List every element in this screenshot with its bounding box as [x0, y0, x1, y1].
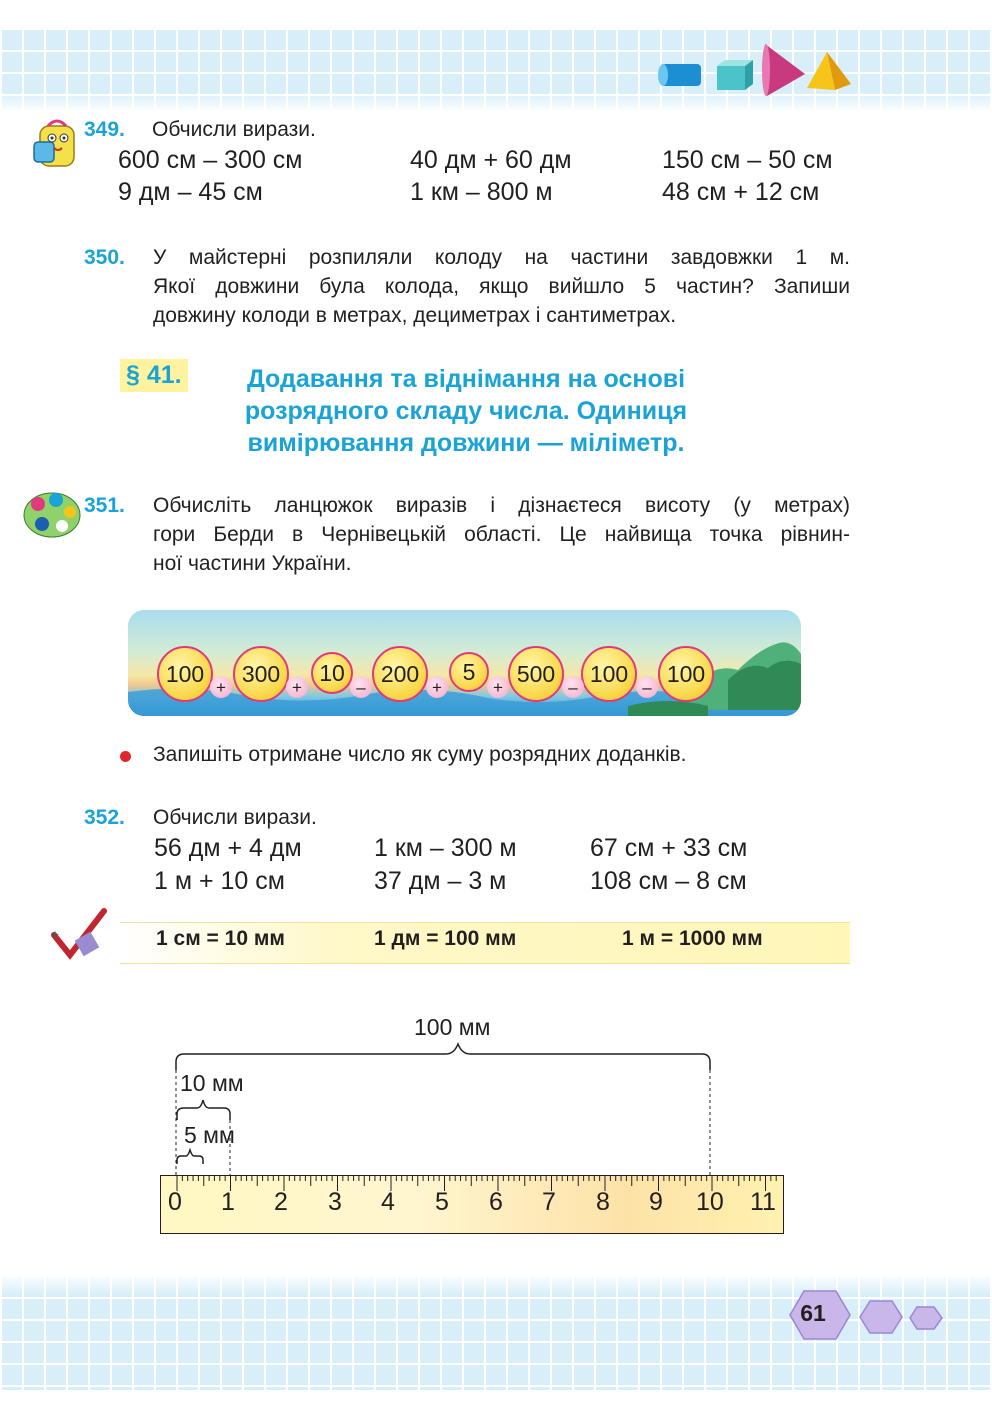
ruler-braces	[160, 1040, 800, 1180]
expression: 9 дм – 45 см	[118, 178, 263, 206]
chain-operator: +	[487, 676, 509, 698]
section-title-line: вимірювання довжини — міліметр.	[247, 429, 685, 457]
chain-operator: –	[636, 676, 658, 698]
cube-icon	[717, 60, 753, 90]
expression: 1 км – 800 м	[410, 178, 553, 206]
chain-circle: 100	[658, 646, 714, 702]
exercise-350-line: Якої довжини була колода, якщо вийшло 5 частин? Запиши	[153, 275, 850, 298]
bullet-task-text: Запишіть отримане число як суму розрядних доданків.	[153, 743, 687, 766]
bullet-icon	[120, 751, 131, 762]
expression: 40 дм + 60 дм	[410, 146, 572, 174]
chain-circle: 100	[157, 646, 213, 702]
pyramid-icon	[807, 52, 851, 90]
exercise-number-349: 349.	[84, 118, 125, 141]
exercise-351-line: Обчисліть ланцюжок виразів і дізнаєтеся висоту (у метрах)	[153, 494, 850, 517]
ruler-number: 1	[221, 1188, 235, 1216]
ruler-number: 4	[381, 1188, 395, 1216]
label-10mm: 10 мм	[180, 1070, 244, 1096]
chain-operator: –	[562, 676, 584, 698]
page-number: 61	[800, 1300, 826, 1326]
exercise-number-350: 350.	[84, 246, 125, 269]
chain-operator: –	[350, 676, 372, 698]
backpack-icon	[30, 118, 86, 172]
exercise-350-line: У майстерні розпиляли колоду на частини завдовжки 1 м.	[153, 246, 850, 269]
exercise-number-351: 351.	[84, 494, 125, 517]
expression: 108 см – 8 см	[590, 867, 747, 895]
expression: 48 см + 12 см	[662, 178, 820, 206]
expression: 1 м + 10 см	[154, 867, 285, 895]
unit-equation: 1 м = 1000 мм	[622, 927, 763, 950]
ruler-number: 7	[542, 1188, 556, 1216]
chain-operator: +	[286, 676, 308, 698]
cone-icon	[762, 44, 805, 96]
chain-circle: 300	[233, 646, 289, 702]
ruler-number: 6	[489, 1188, 503, 1216]
ruler-number: 9	[649, 1188, 663, 1216]
exercise-352-prompt: Обчисли вирази.	[153, 806, 317, 829]
unit-equation: 1 дм = 100 мм	[374, 927, 517, 950]
chain-circle: 500	[508, 646, 564, 702]
chain-operator: +	[426, 676, 448, 698]
expression: 67 см + 33 см	[590, 834, 748, 862]
expression: 1 км – 300 м	[374, 834, 517, 862]
header-shapes	[655, 40, 855, 100]
expression: 150 см – 50 см	[662, 146, 833, 174]
chain-circle: 100	[581, 646, 637, 702]
ruler-number: 10	[696, 1188, 724, 1216]
ruler-number: 11	[750, 1188, 776, 1216]
expression: 56 дм + 4 дм	[154, 834, 302, 862]
exercise-351-line: ної частини України.	[153, 552, 352, 575]
exercise-350-line: довжину колоди в метрах, дециметрах і сантиметрах.	[153, 304, 677, 327]
section-title-line: розрядного складу числа. Одиниця	[244, 397, 688, 425]
exercise-number-352: 352.	[84, 806, 125, 829]
exercise-351-line: гори Берди в Чернівецькій області. Це найвища точка рівнин-	[153, 523, 850, 546]
chain-circle: 5	[449, 652, 489, 692]
label-5mm: 5 мм	[184, 1122, 235, 1148]
unit-equation: 1 см = 10 мм	[156, 927, 285, 950]
label-100mm: 100 мм	[414, 1014, 491, 1040]
ruler-number: 2	[274, 1188, 288, 1216]
cylinder-icon	[658, 64, 701, 86]
chain-circle: 10	[311, 652, 353, 694]
section-mark: § 41.	[120, 359, 188, 392]
chain-operator: +	[210, 676, 232, 698]
section-title-line: Додавання та віднімання на основі	[246, 365, 686, 393]
svg-text:✦: ✦	[50, 928, 61, 942]
palette-icon	[22, 488, 82, 542]
checkmark-pencil-icon	[48, 905, 112, 961]
chain-circle: 200	[372, 646, 428, 702]
ruler-ticks	[160, 1175, 784, 1195]
expression: 37 дм – 3 м	[374, 867, 507, 895]
ruler-number: 8	[596, 1188, 610, 1216]
ruler-number: 0	[168, 1188, 182, 1216]
ruler-number: 3	[328, 1188, 342, 1216]
expression: 600 см – 300 см	[118, 146, 303, 174]
exercise-349-prompt: Обчисли вирази.	[152, 118, 316, 141]
ruler-number: 5	[435, 1188, 449, 1216]
